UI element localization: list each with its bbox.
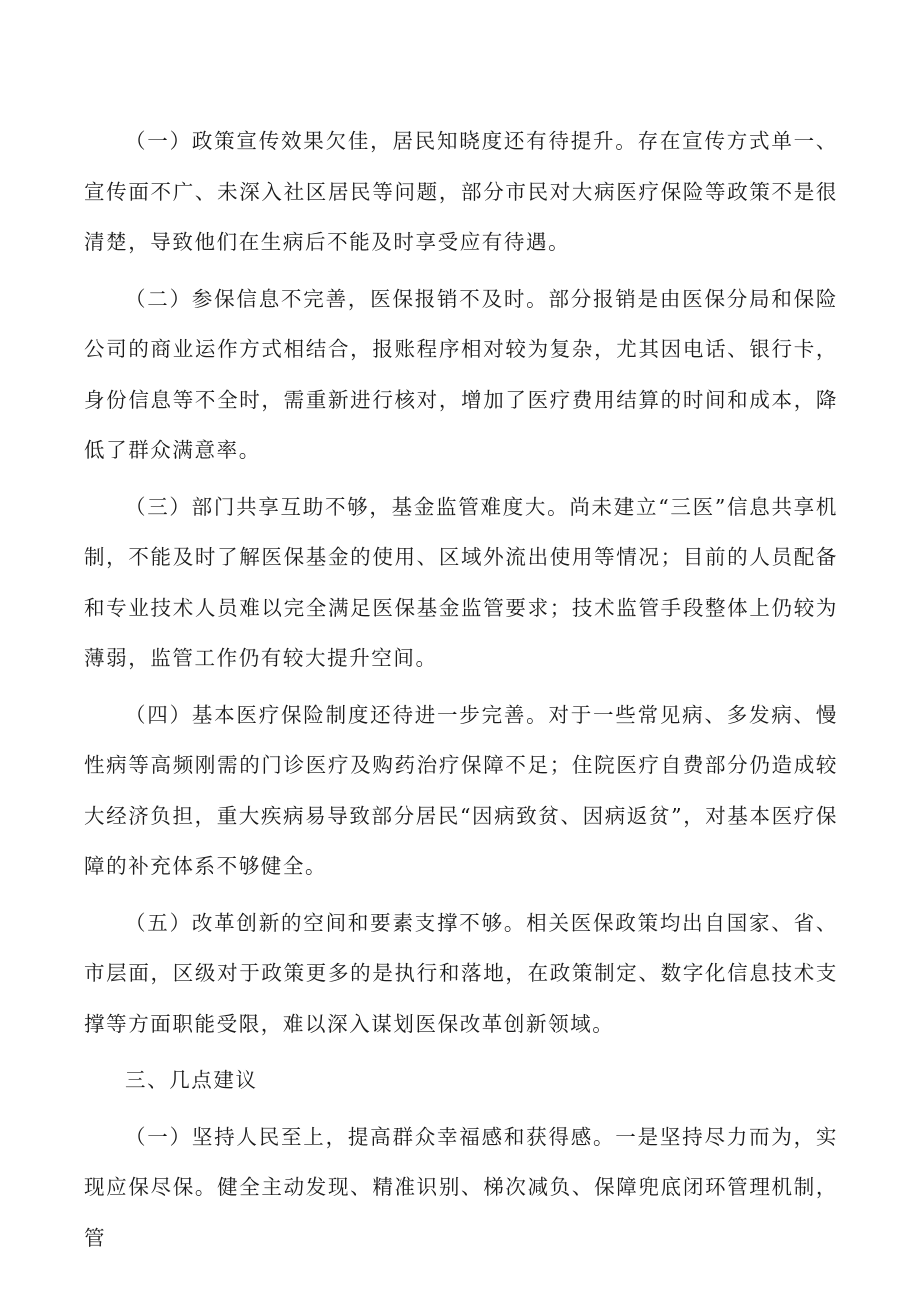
paragraph-basic-insurance-issue: （四）基本医疗保险制度还待进一步完善。对于一些常见病、多发病、慢性病等高频刚需的门诊医疗及购药治疗保障不足；住院医疗自费部分仍造成较大经济负担，重大疾病易导致部分居民“因病致贫、因病返贫”，对基本医疗保障的补充体系不够健全。	[84, 702, 838, 878]
section-heading-suggestions: 三、几点建议	[125, 1068, 258, 1092]
paragraph-fund-supervision-issue: （三）部门共享互助不够，基金监管难度大。尚未建立“三医”信息共享机制，不能及时了解医保基金的使用、区域外流出使用等情况；目前的人员配备和专业技术人员难以完全满足医保基金监管要求；技术监管手段整体上仍较为薄弱，监管工作仍有较大提升空间。	[84, 494, 838, 670]
paragraph-publicity-issue: （一）政策宣传效果欠佳，居民知晓度还有待提升。存在宣传方式单一、宣传面不广、未深入社区居民等问题，部分市民对大病医疗保险等政策不是很清楚，导致他们在生病后不能及时享受应有待遇。	[84, 129, 838, 254]
paragraph-reform-innovation-issue: （五）改革创新的空间和要素支撑不够。相关医保政策均出自国家、省、市层面，区级对于政策更多的是执行和落地，在政策制定、数字化信息技术支撑等方面职能受限，难以深入谋划医保改革创新领域。	[84, 910, 838, 1036]
paragraph-suggestion-people-first: （一）坚持人民至上，提高群众幸福感和获得感。一是坚持尽力而为，实现应保尽保。健全主动发现、精准识别、梯次减负、保障兜底闭环管理机制，管	[84, 1124, 838, 1250]
document-body	[84, 116, 838, 1269]
paragraph-insurance-info-issue: （二）参保信息不完善，医保报销不及时。部分报销是由医保分局和保险公司的商业运作方式相结合，报账程序相对较为复杂，尤其因电话、银行卡，身份信息等不全时，需重新进行核对，增加了医疗费用结算的时间和成本，降低了群众满意率。	[84, 286, 838, 462]
